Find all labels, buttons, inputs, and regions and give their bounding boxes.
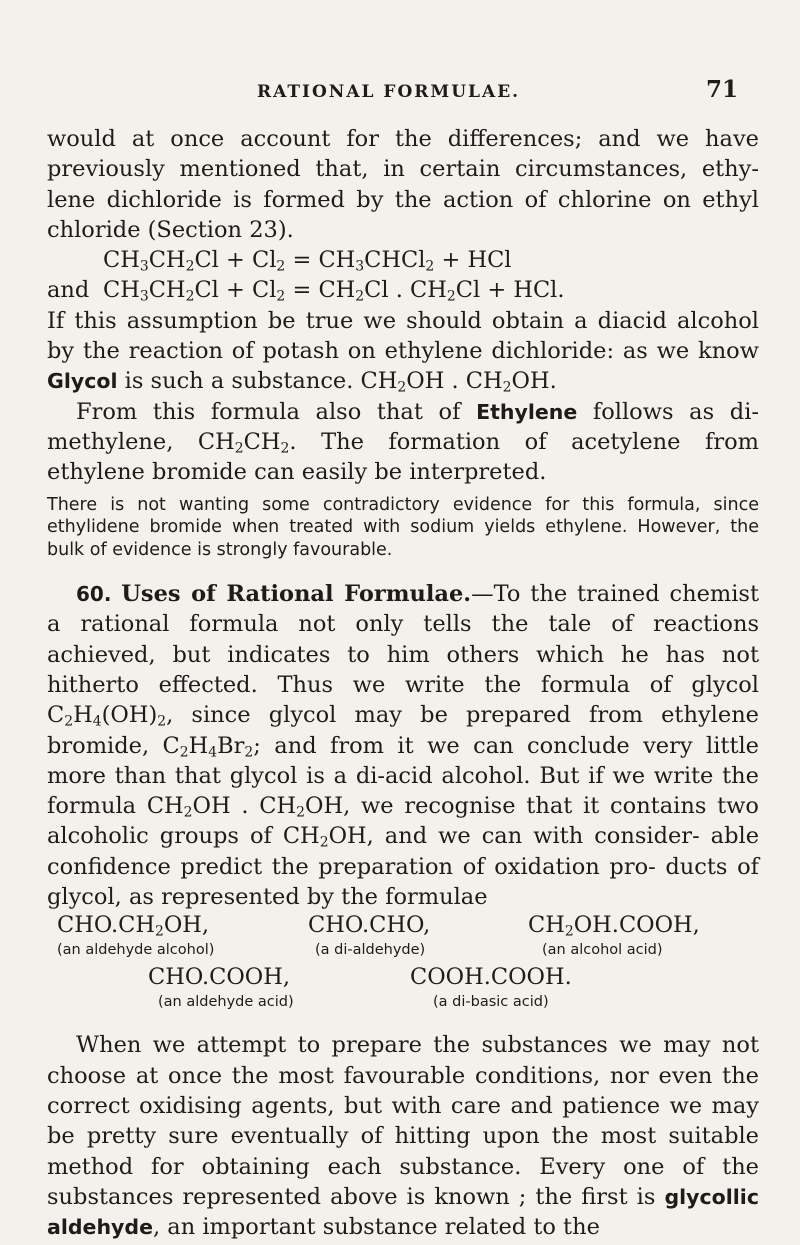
section-60-paragraph — [47, 579, 759, 912]
caption-aldehyde-acid: (an aldehyde acid) — [158, 994, 294, 1011]
equation-1 — [47, 245, 759, 275]
equation-block — [47, 245, 759, 306]
paragraph-2-continued — [47, 397, 759, 488]
equation-2 — [47, 275, 759, 305]
formula-di-aldehyde: CHO.CHO, — [308, 912, 431, 939]
formulae-row-1 — [47, 912, 759, 942]
paragraph-3-part-b: , an important substance related to the — [152, 1214, 600, 1241]
page-number: 71 — [706, 76, 739, 103]
formula-alcohol-acid: $CH_2OH.COOH$, — [528, 912, 700, 940]
equation-2-lead: and — [47, 277, 90, 304]
formula-di-basic-acid: COOH.COOH. — [410, 964, 572, 991]
paragraph-2 — [47, 306, 759, 397]
small-print-note: There is not wanting some contradictory evidence for this formula, since ethylidene bromide when treated with sodium yields ethylene. However, the bulk of evidence is strongly favourable. — [47, 494, 759, 560]
paragraph-2-part-b: is such a substance. $CH_2OH$ . $CH_2OH$. — [117, 368, 557, 396]
paragraph-2-part-c: From this formula also that of — [76, 398, 477, 425]
section-number: 60. — [76, 582, 112, 607]
formula-aldehyde-alcohol: $CHO.CH_2OH$, — [57, 912, 210, 940]
running-head — [0, 76, 800, 106]
term-glycol: Glycol — [47, 369, 118, 394]
equation-2-text: $CH_3CH_2Cl + Cl_2 = CH_2Cl$ . $CH_2Cl$ + HCl. — [103, 277, 565, 305]
paragraph-3 — [47, 1030, 759, 1242]
captions-row-1 — [47, 942, 759, 964]
caption-di-basic-acid: (a di-basic acid) — [433, 994, 549, 1011]
caption-alcohol-acid: (an alcohol acid) — [542, 942, 663, 959]
paragraph-1: would at once account for the differences; and we have previously mentioned that, in certain circumstances, ethy- lene dichloride is formed by the action of chlorine on ethyl chloride (Section 23). — [47, 126, 759, 243]
term-glycollic-aldehyde: glycollic aldehyde — [47, 1184, 759, 1240]
formula-aldehyde-acid: CHO.COOH, — [148, 964, 290, 991]
formulae-row-2 — [47, 964, 759, 994]
equation-1-text: $CH_3CH_2Cl + Cl_2$ = $CH_3CHCl_2$ + HCl — [103, 247, 512, 275]
paragraph-3-part-a: When we attempt to prepare the substances we may not choose at once the most favourable conditions, nor even the correct oxidising agents, but with care and patience we may be pretty sure eventually of hitting upon the most suitable method for obtaining each substance. Every one of the substances represented above is known ; the first is — [47, 1032, 759, 1210]
running-head-title: RATIONAL FORMULAE. — [257, 82, 521, 102]
term-ethylene: Ethylene — [476, 399, 578, 424]
caption-aldehyde-alcohol: (an aldehyde alcohol) — [57, 942, 215, 959]
caption-di-aldehyde: (a di-aldehyde) — [315, 942, 426, 959]
page-body — [47, 124, 759, 1242]
paragraph-2-part-a: If this assumption be true we should obtain a diacid alcohol by the reaction of potash on ethylene dichloride: as we know — [47, 307, 759, 365]
paragraph-2-part-d: follows as di-methylene, $CH_2CH_2$. The formation of acetylene from ethylene bromide can easily be interpreted. — [47, 398, 759, 486]
section-title: Uses of Rational Formulae. — [121, 581, 472, 608]
captions-row-2 — [47, 994, 759, 1016]
section-60-text: —To the trained chemist a rational formula not only tells the tale of reactions achieved, but indicates to him others which he has not hitherto effected. Thus we write the formula of glycol $C_2H_4(OH)_2$, since glycol may be prepared from ethylene bromide, $C_2H_4Br_2$; and from it we can conclude very little more than that glycol is a di-acid alcohol. But if we write the formula $CH_2OH$ . $CH_2OH$, we recognise that it contains two alcoholic groups of $CH_2OH$, and we can with consider- able confidence predict the preparation of oxidation pro- ducts of glycol, as represented by the formulae — [47, 581, 760, 911]
